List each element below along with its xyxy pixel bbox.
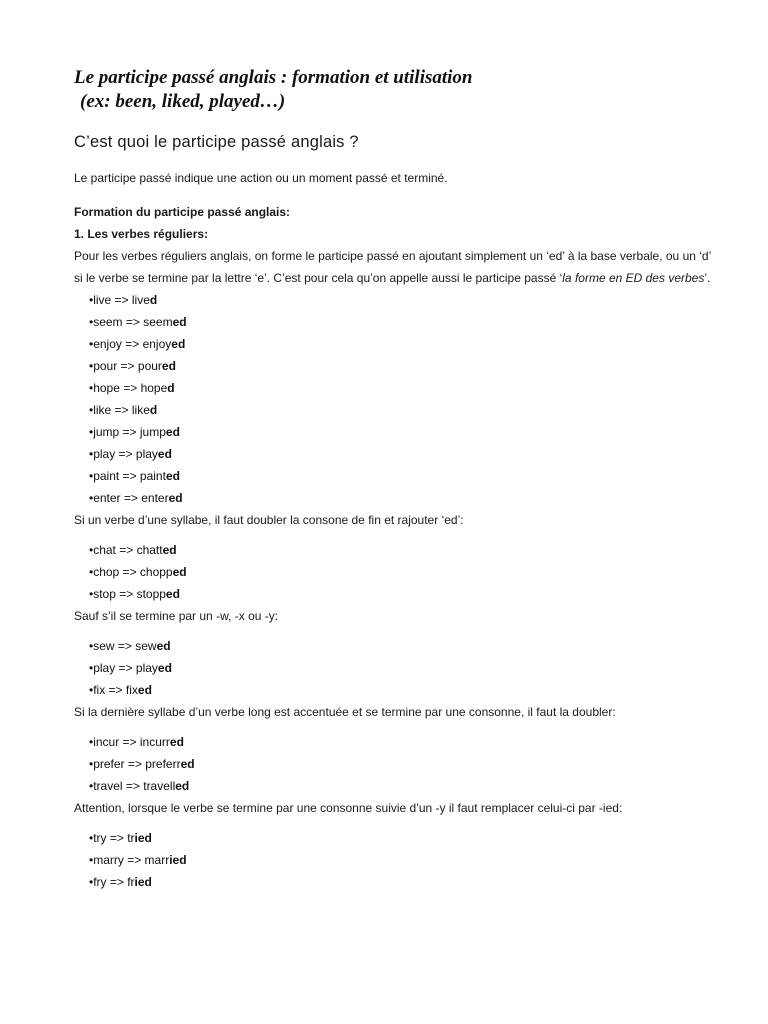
verb-base: •jump => jump xyxy=(89,425,166,439)
verb-example xyxy=(89,583,714,605)
verb-example-list xyxy=(74,827,714,893)
verb-base: •play => play xyxy=(89,661,158,675)
paragraph-end: ’. xyxy=(704,271,711,285)
verb-example xyxy=(89,635,714,657)
rule-note: Attention, lorsque le verbe se termine par une consonne suivie d’un -y il faut remplacer celui-ci par -ied: xyxy=(74,801,623,815)
verb-base: •chat => chatt xyxy=(89,543,163,557)
title-line-2: (ex: been, liked, played…) xyxy=(80,91,286,112)
verb-example xyxy=(89,311,714,333)
verb-example xyxy=(89,679,714,701)
verb-example xyxy=(89,753,714,775)
verb-suffix: d xyxy=(149,293,158,307)
section-heading: C’est quoi le participe passé anglais ? xyxy=(74,133,359,151)
verb-base: •stop => stopp xyxy=(89,587,166,601)
verb-base: •enjoy => enjoy xyxy=(89,337,172,351)
verb-example xyxy=(89,775,714,797)
verb-example xyxy=(89,377,714,399)
paragraph-text: Pour les verbes réguliers anglais, on forme le participe passé en ajoutant simplement un ‘ed’ à la base verbale, ou un ‘d’ si le verbe se termine par la lettre ‘e’. C’est pour cela qu’on appelle aussi le participe passé ‘ xyxy=(74,249,711,285)
verb-groups xyxy=(74,289,714,893)
verb-base: •play => play xyxy=(89,447,158,461)
verb-example-list xyxy=(74,731,714,797)
verb-suffix: ed xyxy=(180,757,195,771)
verb-base: •incur => incurr xyxy=(89,735,170,749)
verb-base: •try => tr xyxy=(89,831,135,845)
verb-suffix: ied xyxy=(169,853,187,867)
verb-suffix: ed xyxy=(161,359,176,373)
verb-base: •like => like xyxy=(89,403,150,417)
document-page xyxy=(74,66,714,893)
verb-example xyxy=(89,487,714,509)
regular-verbs-paragraph xyxy=(74,245,714,289)
verb-base: •sew => sew xyxy=(89,639,157,653)
verb-suffix: ied xyxy=(134,875,152,889)
verb-example xyxy=(89,561,714,583)
verb-example xyxy=(89,333,714,355)
verb-example xyxy=(89,731,714,753)
verb-example xyxy=(89,399,714,421)
verb-suffix: ed xyxy=(172,315,187,329)
verb-suffix: ed xyxy=(162,543,177,557)
verb-example xyxy=(89,443,714,465)
verb-example xyxy=(89,539,714,561)
verb-example xyxy=(89,827,714,849)
verb-suffix: ed xyxy=(156,639,171,653)
verb-suffix: ed xyxy=(171,337,186,351)
verb-base: •chop => chopp xyxy=(89,565,173,579)
verb-base: •prefer => preferr xyxy=(89,757,181,771)
verb-suffix: d xyxy=(167,381,175,395)
verb-example-list xyxy=(74,539,714,605)
verb-suffix: ed xyxy=(175,779,190,793)
verb-base: •fry => fr xyxy=(89,875,135,889)
verb-base: •travel => travell xyxy=(89,779,176,793)
verb-suffix: ed xyxy=(172,565,187,579)
verb-suffix: ed xyxy=(157,447,172,461)
verb-example xyxy=(89,355,714,377)
verb-base: •marry => marr xyxy=(89,853,170,867)
verb-example xyxy=(89,465,714,487)
verb-base: •pour => pour xyxy=(89,359,162,373)
rule-note: Si la dernière syllabe d’un verbe long est accentuée et se termine par une consonne, il faut la doubler: xyxy=(74,705,616,719)
verb-base: •enter => enter xyxy=(89,491,169,505)
verb-example-list xyxy=(74,635,714,701)
rule-note: Si un verbe d’une syllabe, il faut doubler la consone de fin et rajouter ‘ed’: xyxy=(74,513,464,527)
verb-suffix: ed xyxy=(165,425,180,439)
intro-paragraph: Le participe passé indique une action ou un moment passé et terminé. xyxy=(74,171,448,185)
verb-example xyxy=(89,289,714,311)
verb-base: •hope => hope xyxy=(89,381,168,395)
verb-suffix: ed xyxy=(165,469,180,483)
verb-suffix: ed xyxy=(165,587,180,601)
verb-example xyxy=(89,871,714,893)
verb-suffix: ed xyxy=(168,491,183,505)
verb-example xyxy=(89,657,714,679)
verb-suffix: ed xyxy=(169,735,184,749)
verb-example xyxy=(89,849,714,871)
paragraph-italic: la forme en ED des verbes xyxy=(562,271,705,285)
verb-base: •seem => seem xyxy=(89,315,173,329)
document-title xyxy=(74,66,714,114)
title-line-1: Le participe passé anglais : formation et utilisation xyxy=(74,67,473,88)
verb-example xyxy=(89,421,714,443)
verb-suffix: d xyxy=(149,403,158,417)
verb-suffix: ed xyxy=(137,683,152,697)
verb-base: •paint => paint xyxy=(89,469,166,483)
verb-suffix: ied xyxy=(134,831,152,845)
verb-base: •live => live xyxy=(89,293,150,307)
verb-base: •fix => fix xyxy=(89,683,138,697)
formation-heading: Formation du participe passé anglais: xyxy=(74,205,291,219)
verb-suffix: ed xyxy=(157,661,172,675)
regular-verbs-heading: 1. Les verbes réguliers: xyxy=(74,227,209,241)
verb-example-list xyxy=(74,289,714,509)
rule-note: Sauf s’il se termine par un -w, -x ou -y: xyxy=(74,609,279,623)
